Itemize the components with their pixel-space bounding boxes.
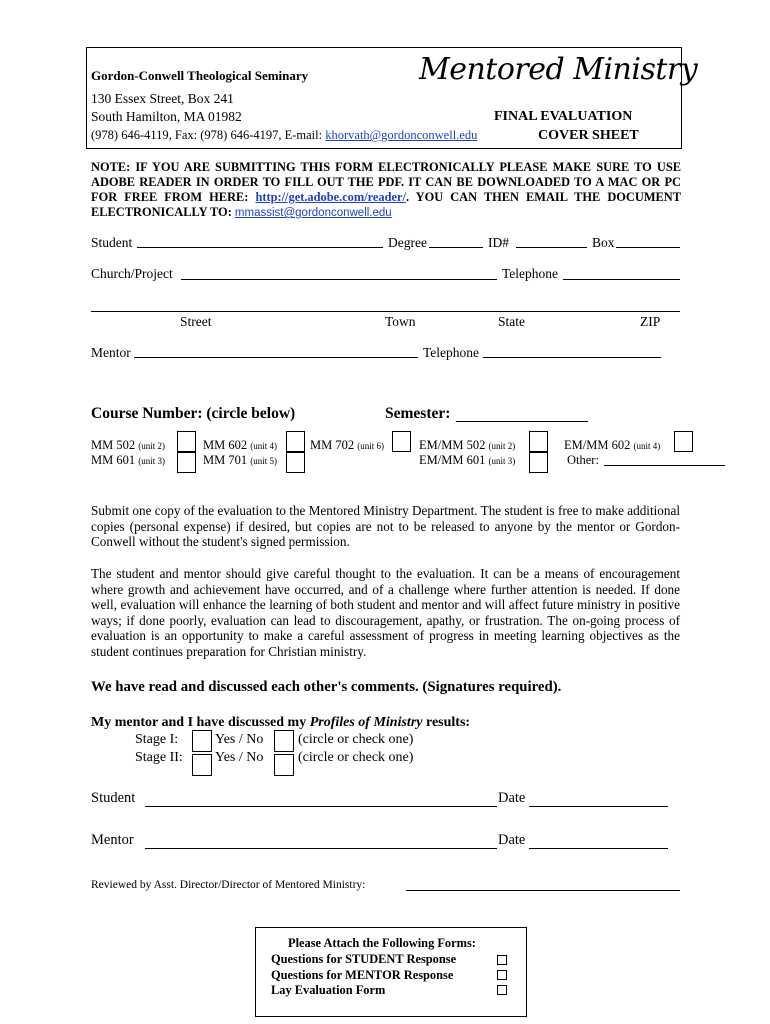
em602-checkbox[interactable] <box>674 431 693 452</box>
course-number-heading: Course Number: (circle below) <box>91 405 296 422</box>
attach-lay-evaluation-checkbox[interactable] <box>497 985 507 995</box>
note-text-2: . YOU CAN THEN EMAIL THE DOCUMENT ELECTRONICALLY TO: <box>91 190 681 219</box>
mm602-label: MM 602 (unit 4) <box>203 438 277 452</box>
semester-field[interactable] <box>456 421 588 422</box>
attach-mentor-questions-checkbox[interactable] <box>497 970 507 980</box>
other-label: Other: <box>567 453 599 467</box>
id-label: ID# <box>488 235 509 250</box>
stage-2-yes-checkbox[interactable] <box>192 754 212 776</box>
contact-phone-fax: (978) 646-4119, Fax: (978) 646-4197, E-mail: <box>91 128 326 142</box>
stage-1-instruction: (circle or check one) <box>298 732 414 747</box>
mentor-signature-label: Mentor <box>91 832 134 848</box>
mentor-label: Mentor <box>91 345 131 360</box>
note-text-1: NOTE: IF YOU ARE SUBMITTING THIS FORM ELECTRONICALLY PLEASE MAKE SURE TO USE ADOBE READER IN ORDER TO FILL OUT THE PDF. IT CAN BE DOWNLOADED TO A MAC OR PC FOR FREE FROM HERE: <box>91 160 681 204</box>
state-label: State <box>498 314 525 329</box>
mm601-checkbox[interactable] <box>177 452 196 473</box>
em601-checkbox[interactable] <box>529 452 548 473</box>
box-label: Box <box>592 235 615 250</box>
electronic-submission-note <box>91 160 681 221</box>
mm601-label: MM 601 (unit 3) <box>91 453 165 467</box>
reviewed-by-label: Reviewed by Asst. Director/Director of Mentored Ministry: <box>91 879 366 891</box>
church-project-field[interactable] <box>181 279 497 280</box>
cover-sheet-title: COVER SHEET <box>538 128 639 143</box>
mm701-label: MM 701 (unit 5) <box>203 453 277 467</box>
stage-1-no-checkbox[interactable] <box>274 730 294 752</box>
attach-student-questions-checkbox[interactable] <box>497 955 507 965</box>
student-date-field[interactable] <box>529 806 668 807</box>
student-field[interactable] <box>137 247 383 248</box>
other-course-field[interactable] <box>604 465 725 466</box>
mm502-label: MM 502 (unit 2) <box>91 438 165 452</box>
address-line-2: South Hamilton, MA 01982 <box>91 109 242 124</box>
address-line-1: 130 Essex Street, Box 241 <box>91 91 234 106</box>
adobe-reader-link[interactable]: http://get.adobe.com/reader/ <box>255 190 406 204</box>
mentor-date-field[interactable] <box>529 848 668 849</box>
contact-line <box>91 128 477 143</box>
mm701-checkbox[interactable] <box>286 452 305 473</box>
church-telephone-label: Telephone <box>502 266 559 281</box>
town-label: Town <box>385 314 416 329</box>
profiles-of-ministry-line: My mentor and I have discussed my Profiles of Ministry results: <box>91 715 471 730</box>
reviewed-by-field[interactable] <box>406 890 680 891</box>
stage-2-instruction: (circle or check one) <box>298 750 414 765</box>
address-field[interactable] <box>91 311 680 312</box>
church-telephone-field[interactable] <box>563 279 680 280</box>
stage-1-yes-no: Yes / No <box>215 732 264 747</box>
submission-instructions: Submit one copy of the evaluation to the Mentored Ministry Department. The student is free to make additional copies (personal expense) if desired, but copies are not to be released to anyone by the mentor or Gordon-Conwell without the student's signed permission. <box>91 503 680 550</box>
mm602-checkbox[interactable] <box>286 431 305 452</box>
semester-label: Semester: <box>385 405 451 422</box>
student-label: Student <box>91 235 133 250</box>
institution-name: Gordon-Conwell Theological Seminary <box>91 68 309 83</box>
contact-email-link[interactable]: khorvath@gordonconwell.edu <box>325 128 478 142</box>
student-date-label: Date <box>498 790 526 806</box>
mmassist-email-link[interactable]: mmassist@gordonconwell.edu <box>234 207 392 219</box>
em601-label: EM/MM 601 (unit 3) <box>419 453 516 467</box>
attach-item-lay-evaluation: Lay Evaluation Form <box>271 983 386 997</box>
mm502-checkbox[interactable] <box>177 431 196 452</box>
attach-item-student-questions: Questions for STUDENT Response <box>271 952 457 966</box>
signatures-heading: We have read and discussed each other's comments. (Signatures required). <box>91 679 562 695</box>
stage-1-yes-checkbox[interactable] <box>192 730 212 752</box>
degree-label: Degree <box>388 235 427 250</box>
id-field[interactable] <box>516 247 587 248</box>
mentor-signature-field[interactable] <box>145 848 497 849</box>
degree-field[interactable] <box>429 247 483 248</box>
zip-label: ZIP <box>640 314 661 329</box>
evaluation-guidance: The student and mentor should give careful thought to the evaluation. It can be a means of encouragement where growth and achievement have occurred, and of a challenge where further attention is needed. If done well, evaluation will enhance the learning of both student and mentor and will affect future ministry in positive ways; if done poorly, evaluation can lead to discouragement, apathy, or frustration. The on-going process of evaluation is an opportunity to make a careful assessment of progress in meeting learning objectives as the student continues preparation for Christian ministry. <box>91 566 680 659</box>
mm702-checkbox[interactable] <box>392 431 411 452</box>
mm702-label: MM 702 (unit 6) <box>310 438 384 452</box>
stage-2-yes-no: Yes / No <box>215 750 264 765</box>
street-label: Street <box>180 314 212 329</box>
em602-label: EM/MM 602 (unit 4) <box>564 438 661 452</box>
final-evaluation-title: FINAL EVALUATION <box>494 109 633 124</box>
attach-heading: Please Attach the Following Forms: <box>288 936 476 950</box>
stage-1-label: Stage I: <box>135 732 179 747</box>
stage-2-label: Stage II: <box>135 750 183 765</box>
student-signature-label: Student <box>91 790 136 806</box>
box-field[interactable] <box>616 247 680 248</box>
mentor-date-label: Date <box>498 832 526 848</box>
stage-2-no-checkbox[interactable] <box>274 754 294 776</box>
mentor-telephone-field[interactable] <box>483 357 661 358</box>
form-title: Mentored Ministry <box>419 52 698 87</box>
em502-label: EM/MM 502 (unit 2) <box>419 438 516 452</box>
em502-checkbox[interactable] <box>529 431 548 452</box>
attach-item-mentor-questions: Questions for MENTOR Response <box>271 968 454 982</box>
student-signature-field[interactable] <box>145 806 497 807</box>
mentor-field[interactable] <box>134 357 418 358</box>
church-project-label: Church/Project <box>91 266 173 281</box>
mentor-telephone-label: Telephone <box>423 345 480 360</box>
